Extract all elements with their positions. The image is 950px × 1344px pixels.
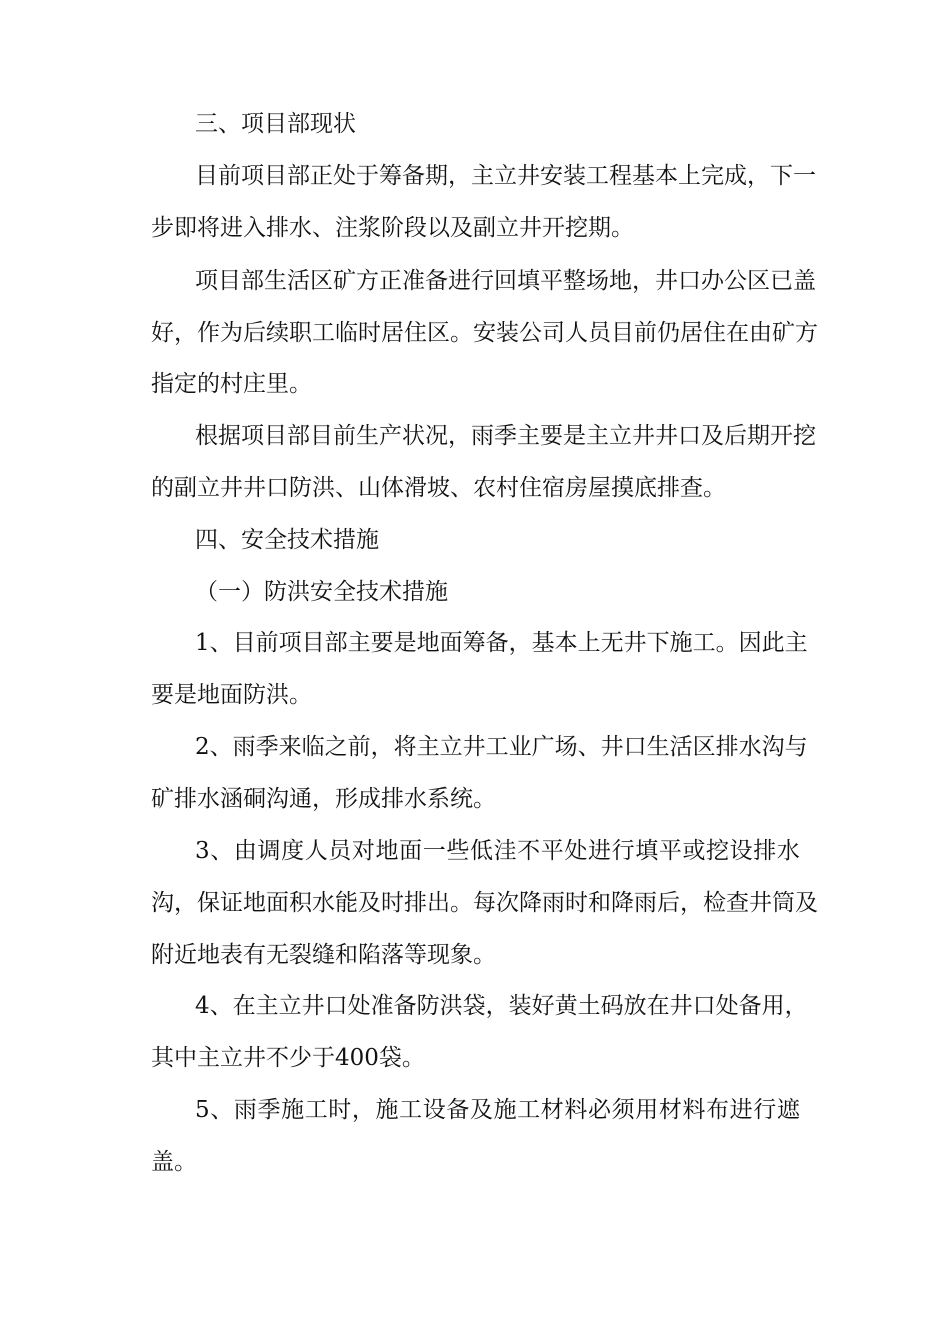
paragraph-line: 指定的村庄里。 xyxy=(151,371,312,397)
section-heading: （一）防洪安全技术措施 xyxy=(195,579,448,605)
section-heading: 四、安全技术措施 xyxy=(195,527,379,553)
paragraph-line: 好 ， 作 为 后 续 职 工 临 时 居 住 区 。 安 装 公 司 人 员 目 前 仍 居 住 在 由 矿 方 xyxy=(151,320,818,346)
paragraph-line: 的副立井井口防洪、山体滑坡、农村住宿房屋摸底排查。 xyxy=(151,475,726,501)
paragraph-line: 要是地面防洪。 xyxy=(151,682,312,708)
paragraph-line: 矿排水涵硐沟通，形成排水系统。 xyxy=(151,786,496,812)
section-heading: 三、项目部现状 xyxy=(195,111,356,137)
paragraph-line: 附近地表有无裂缝和陷落等现象。 xyxy=(151,942,496,968)
paragraph-line: 沟 ， 保 证 地 面 积 水 能 及 时 排 出 。 每 次 降 雨 时 和 降 雨 后 ， 检 查 井 筒 及 xyxy=(151,890,818,916)
paragraph-line: 4 、 在 主 立 井 口 处 准 备 防 洪 袋 ， 装 好 黄 土 码 放 在 井 口 处 备 用 ， xyxy=(195,993,808,1019)
paragraph-line: 2 、 雨 季 来 临 之 前 ， 将 主 立 井 工 业 广 场 、 井 口 生 活 区 排 水 沟 与 xyxy=(195,734,808,760)
paragraph-line: 盖。 xyxy=(151,1149,197,1175)
paragraph-line: 其中主立井不少于400袋。 xyxy=(151,1045,425,1071)
paragraph-line: 目 前 项 目 部 正 处 于 筹 备 期 ， 主 立 井 安 装 工 程 基 本 上 完 成 ， 下 一 xyxy=(195,163,816,189)
paragraph-line: 5 、 雨 季 施 工 时 ， 施 工 设 备 及 施 工 材 料 必 须 用 材 料 布 进 行 遮 xyxy=(195,1097,800,1123)
paragraph-line: 根 据 项 目 部 目 前 生 产 状 况 ， 雨 季 主 要 是 主 立 井 井 口 及 后 期 开 挖 xyxy=(195,423,816,449)
paragraph-line: 3 、 由 调 度 人 员 对 地 面 一 些 低 洼 不 平 处 进 行 填 平 或 挖 设 排 水 xyxy=(195,838,800,864)
paragraph-line: 1 、 目 前 项 目 部 主 要 是 地 面 筹 备 ， 基 本 上 无 井 下 施 工 。 因 此 主 xyxy=(195,630,808,656)
paragraph-line: 项 目 部 生 活 区 矿 方 正 准 备 进 行 回 填 平 整 场 地 ， 井 口 办 公 区 已 盖 xyxy=(195,268,816,294)
paragraph-line: 步即将进入排水、注浆阶段以及副立井开挖期。 xyxy=(151,215,634,241)
